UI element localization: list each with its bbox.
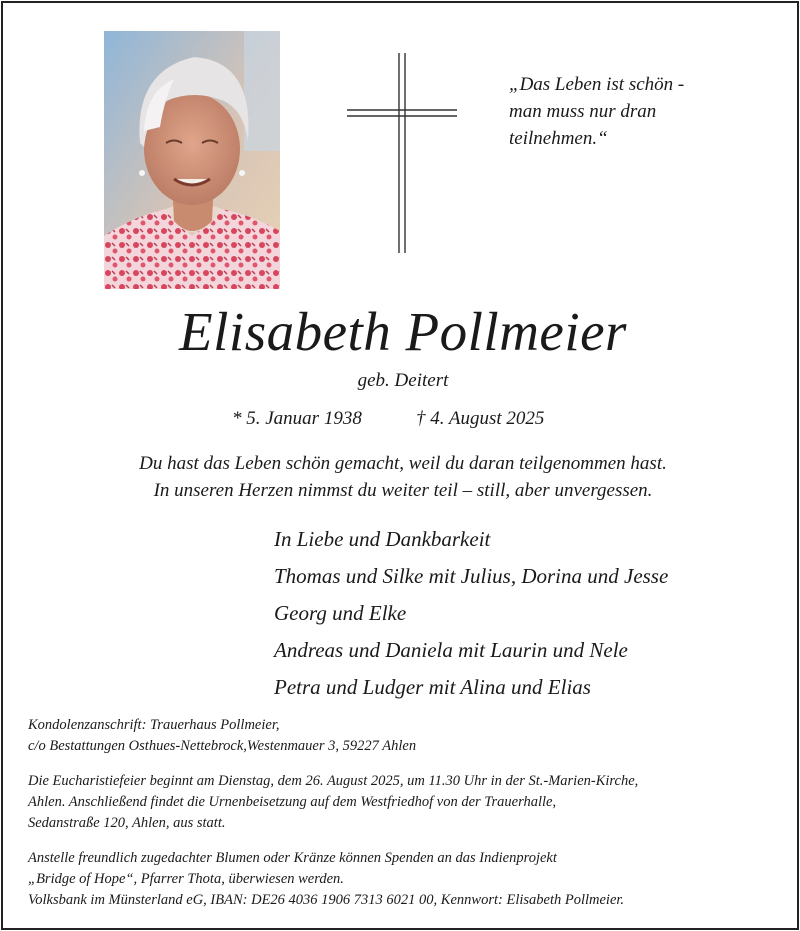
cross-icon: [347, 53, 457, 253]
condolence-address: [28, 715, 788, 757]
verse-line: In unseren Herzen nimmst du weiter teil – still, aber unvergessen.: [153, 480, 653, 501]
donation-note: [28, 848, 788, 911]
death-date: † 4. August 2025: [416, 408, 545, 429]
obituary-card: [1, 1, 799, 930]
service-details: [28, 771, 788, 834]
family-line: In Liebe und Dankbarkeit: [274, 527, 491, 551]
family-signatures: [274, 521, 668, 706]
birth-name: geb. Deitert: [357, 370, 449, 391]
info-line: Kondolenzanschrift: Trauerhaus Pollmeier,: [28, 717, 280, 733]
info-line: c/o Bestattungen Osthues-Nettebrock,Westenmauer 3, 59227 Ahlen: [28, 738, 417, 754]
info-line: Volksbank im Münsterland eG, IBAN: DE26 4036 1906 7313 6021 00, Kennwort: Elisabeth Pollmeier.: [28, 892, 625, 908]
info-line: Sedanstraße 120, Ahlen, aus statt.: [28, 815, 226, 831]
family-line: Georg und Elke: [274, 601, 407, 625]
info-line: Die Eucharistiefeier beginnt am Dienstag, dem 26. August 2025, um 11.30 Uhr in der St.-Marien-Kirche,: [28, 773, 639, 789]
family-line: Andreas und Daniela mit Laurin und Nele: [274, 638, 628, 662]
portrait-photo: [104, 31, 280, 289]
deceased-name: Elisabeth Pollmeier: [179, 301, 627, 362]
quote-line: teilnehmen.“: [509, 128, 608, 149]
family-line: Petra und Ludger mit Alina und Elias: [274, 675, 591, 699]
quote-line: „Das Leben ist schön -: [509, 74, 685, 95]
info-line: Ahlen. Anschließend findet die Urnenbeisetzung auf dem Westfriedhof von der Trauerhalle,: [28, 794, 557, 810]
verse-line: Du hast das Leben schön gemacht, weil du daran teilgenommen hast.: [139, 453, 667, 474]
birth-date: * 5. Januar 1938: [232, 408, 362, 429]
quote-line: man muss nur dran: [509, 101, 657, 122]
quote: [509, 71, 739, 152]
family-line: Thomas und Silke mit Julius, Dorina und Jesse: [274, 564, 669, 588]
info-line: Anstelle freundlich zugedachter Blumen oder Kränze können Spenden an das Indienprojekt: [28, 850, 557, 866]
memorial-verse: [3, 450, 800, 504]
info-line: „Bridge of Hope“, Pfarrer Thota, überwiesen werden.: [28, 871, 344, 887]
